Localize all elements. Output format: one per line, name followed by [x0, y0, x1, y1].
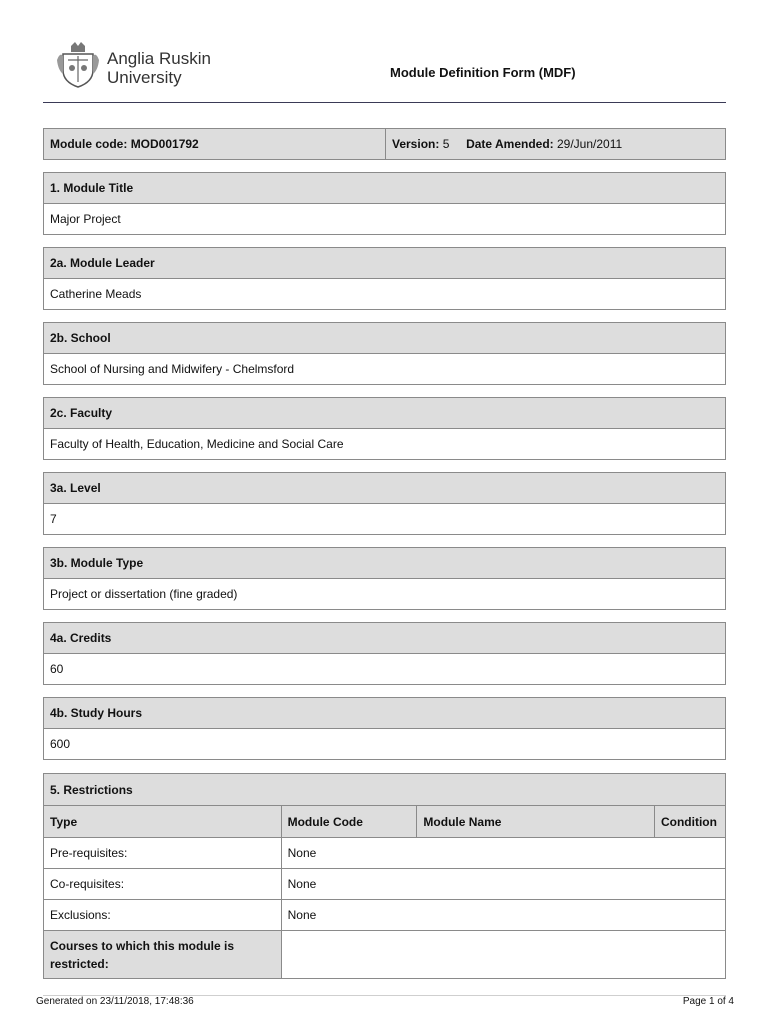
section-value: Project or dissertation (fine graded) [50, 587, 238, 601]
module-code-label: Module code: [50, 137, 128, 151]
module-code [44, 129, 386, 159]
restriction-code: None [281, 900, 725, 931]
section-heading: 2c. Faculty [44, 398, 725, 429]
column-header-condition: Condition [654, 806, 725, 838]
table-row [44, 900, 726, 931]
column-header-type: Type [44, 806, 282, 838]
section-heading: 2a. Module Leader [44, 248, 725, 279]
restriction-type: Co-requisites: [44, 869, 282, 900]
section-faculty [43, 397, 726, 460]
restrictions-table [43, 773, 726, 979]
logo-line-2: University [107, 68, 182, 87]
section-module-leader [43, 247, 726, 310]
section-school [43, 322, 726, 385]
table-row [44, 931, 726, 979]
section-heading: 1. Module Title [44, 173, 725, 204]
university-logo [55, 40, 215, 90]
crest-icon [55, 40, 101, 88]
table-row [44, 869, 726, 900]
section-heading: 4a. Credits [44, 623, 725, 654]
module-code-value: MOD001792 [130, 137, 199, 151]
column-header-module-code: Module Code [281, 806, 417, 838]
module-meta-row [43, 128, 726, 160]
header-divider [43, 102, 726, 103]
courses-restricted-value [281, 931, 725, 979]
section-value: Major Project [50, 212, 121, 226]
logo-line-1: Anglia Ruskin [107, 49, 211, 68]
section-value: Catherine Meads [50, 287, 142, 301]
section-credits [43, 622, 726, 685]
section-heading: 3b. Module Type [44, 548, 725, 579]
section-value: 7 [50, 512, 57, 526]
generated-timestamp: Generated on 23/11/2018, 17:48:36 [36, 996, 194, 1007]
section-heading: 3a. Level [44, 473, 725, 504]
restriction-code: None [281, 838, 725, 869]
restriction-type: Exclusions: [44, 900, 282, 931]
form-title: Module Definition Form (MDF) [390, 65, 576, 80]
restriction-type: Pre-requisites: [44, 838, 282, 869]
restriction-code: None [281, 869, 725, 900]
table-row [44, 838, 726, 869]
logo-wordmark [107, 49, 211, 87]
section-module-type [43, 547, 726, 610]
section-heading: 4b. Study Hours [44, 698, 725, 729]
courses-restricted-label: Courses to which this module is restricted: [44, 931, 282, 979]
page-number: Page 1 of 4 [682, 996, 734, 1007]
section-value: Faculty of Health, Education, Medicine and Social Care [50, 437, 344, 451]
section-value: 60 [50, 662, 64, 676]
section-module-title [43, 172, 726, 235]
section-value: School of Nursing and Midwifery - Chelmsford [50, 362, 295, 376]
version-label: Version: [392, 137, 440, 151]
section-study-hours [43, 697, 726, 760]
version-value: 5 [442, 137, 450, 151]
section-heading: 2b. School [44, 323, 725, 354]
section-value: 600 [50, 737, 71, 751]
date-amended-label: Date Amended: [466, 137, 554, 151]
date-amended-value: 29/Jun/2011 [557, 137, 623, 151]
section-level [43, 472, 726, 535]
restrictions-heading: 5. Restrictions [44, 774, 726, 806]
column-header-module-name: Module Name [417, 806, 655, 838]
version-date [392, 129, 622, 159]
